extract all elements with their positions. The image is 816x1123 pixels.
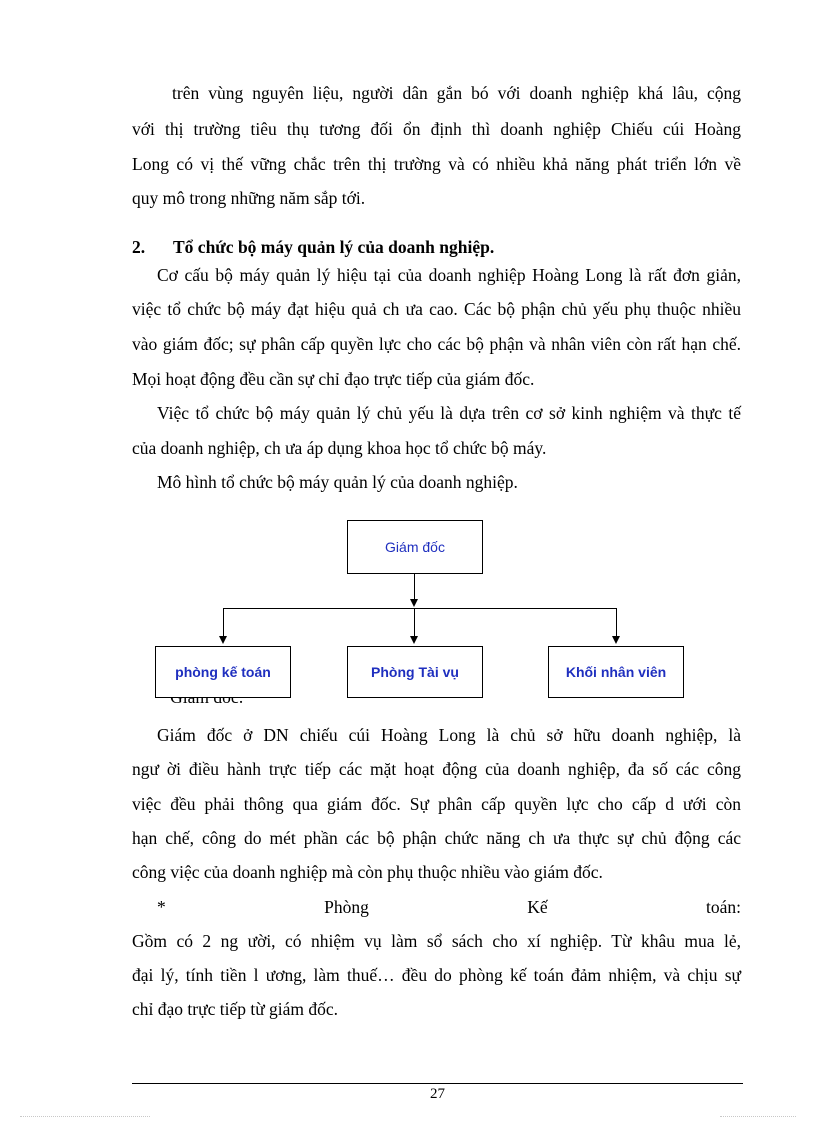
text-line: Việc tổ chức bộ máy quản lý chủ yếu là dựa trên cơ sở kinh nghiệm và thực tế: [157, 403, 741, 423]
org-box-finance: Phòng Tài vụ: [347, 646, 483, 698]
arrow-down-icon: [410, 636, 418, 644]
text-line: vào giám đốc; sự phân cấp quyền lực cho các bộ phận và nhân viên còn rất hạn chế.: [132, 334, 741, 354]
text-line: việc tổ chức bộ máy đạt hiệu quả ch ưa cao. Các bộ phận chủ yếu phụ thuộc nhiều: [132, 299, 741, 319]
text-line: Giám đốc ở DN chiếu cúi Hoàng Long là chủ sở hữu doanh nghiệp, là: [157, 725, 741, 745]
text-line: Mọi hoạt động đều cần sự chỉ đạo trực tiếp của giám đốc.: [132, 369, 535, 389]
org-box-accounting: phòng kế toán: [155, 646, 291, 698]
section-heading: [132, 236, 741, 258]
text-line: công việc của doanh nghiệp mà còn phụ thuộc nhiều vào giám đốc.: [132, 862, 603, 882]
subheading-accounting: [157, 896, 741, 918]
text-line: trên vùng nguyên liệu, người dân gắn bó với doanh nghiệp khá lâu, cộng: [172, 83, 741, 103]
text-line: quy mô trong những năm sắp tới.: [132, 188, 366, 208]
text-line: việc đều phải thông qua giám đốc. Sự phân cấp quyền lực cho cấp d ưới còn: [132, 794, 741, 814]
connector-line: [414, 608, 415, 638]
section-number: 2.: [132, 237, 146, 257]
text-line: chỉ đạo trực tiếp từ giám đốc.: [132, 999, 339, 1019]
connector-line: [616, 608, 617, 638]
text-line: hạn chế, công do mét phần các bộ phận chức năng ch ưa thực sự chủ động các: [132, 828, 741, 848]
text-line: ngư ời điều hành trực tiếp các mặt hoạt động của doanh nghiệp, đa số các công: [132, 759, 741, 779]
dotted-border: [720, 1116, 796, 1117]
page-number: 27: [430, 1086, 445, 1102]
text-line: Gồm có 2 ng ười, có nhiệm vụ làm sổ sách cho xí nghiệp. Từ khâu mua lẻ,: [132, 931, 741, 951]
word: Phòng: [324, 897, 369, 917]
connector-line: [223, 608, 617, 609]
bullet-star: *: [157, 897, 166, 917]
text-line: Mô hình tổ chức bộ máy quản lý của doanh nghiệp.: [157, 472, 518, 492]
dotted-border: [20, 1116, 150, 1117]
connector-line: [223, 608, 224, 638]
text-line: của doanh nghiệp, ch ưa áp dụng khoa học tổ chức bộ máy.: [132, 438, 547, 458]
footer-rule: [132, 1083, 743, 1084]
text-line: với thị trường tiêu thụ tương đối ổn định thì doanh nghiệp Chiếu cúi Hoàng: [132, 119, 741, 139]
arrow-down-icon: [410, 599, 418, 607]
arrow-down-icon: [219, 636, 227, 644]
org-box-staff: Khối nhân viên: [548, 646, 684, 698]
arrow-down-icon: [612, 636, 620, 644]
section-title: Tổ chức bộ máy quản lý của doanh nghiệp.: [173, 237, 495, 257]
text-line: Long có vị thế vững chắc trên thị trường và có nhiều khả năng phát triển lớn về: [132, 154, 741, 174]
word: Kế: [527, 897, 548, 917]
text-line: đại lý, tính tiền l ương, làm thuế… đều do phòng kế toán đảm nhiệm, và chịu sự: [132, 965, 741, 985]
org-box-director: Giám đốc: [347, 520, 483, 574]
text-line: Cơ cấu bộ máy quản lý hiệu tại của doanh nghiệp Hoàng Long là rất đơn giản,: [157, 265, 741, 285]
word: toán:: [705, 897, 741, 917]
